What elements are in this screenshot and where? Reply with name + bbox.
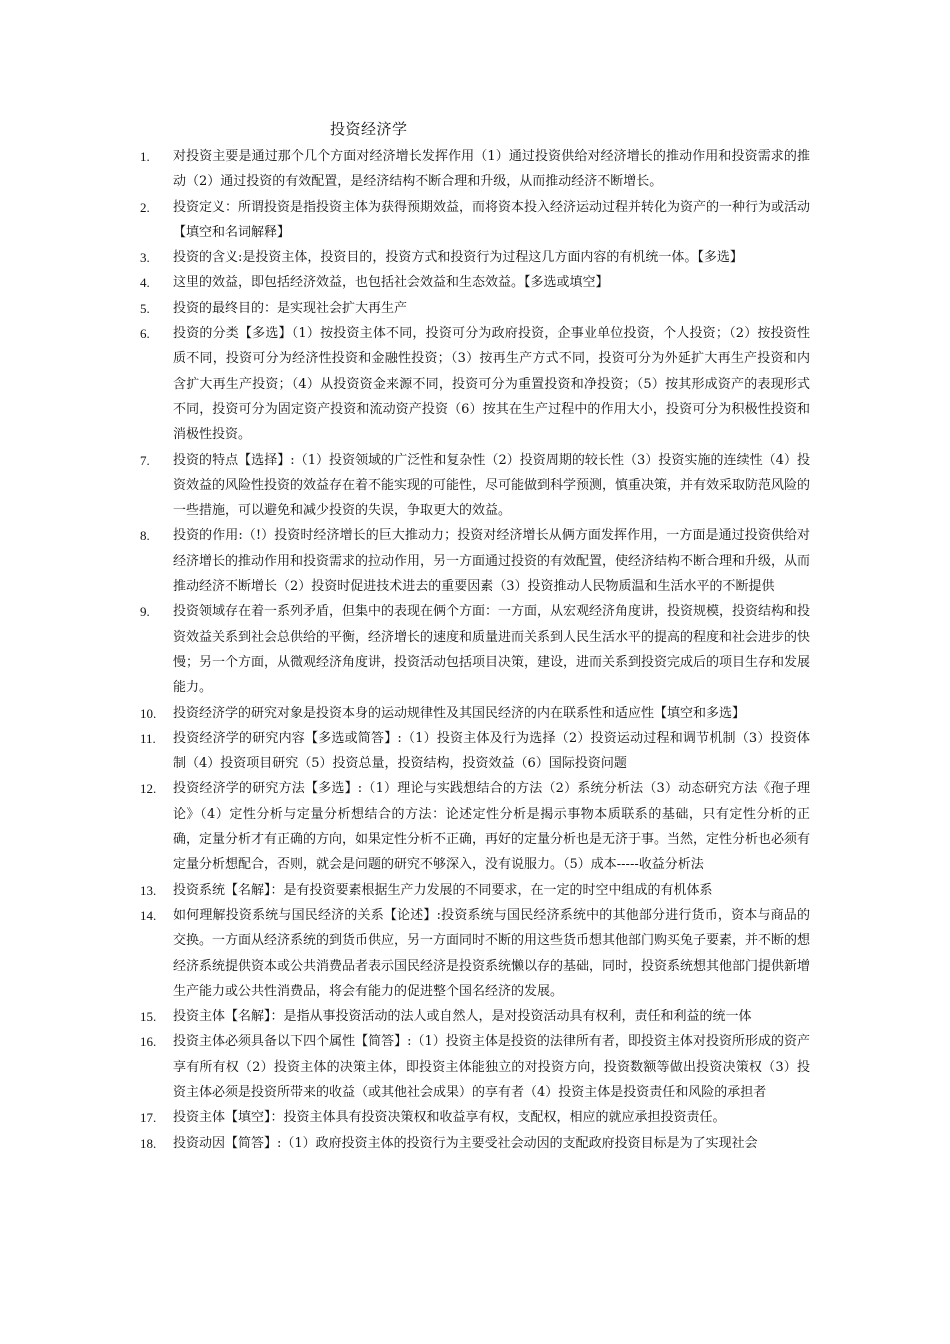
list-item-number: 17. (140, 1110, 157, 1126)
list-item (140, 776, 810, 877)
list-item-text: 这里的效益，即包括经济效益，也包括社会效益和生态效益。【多选或填空】 (173, 275, 609, 291)
list-item (140, 523, 810, 599)
list-item-number: 12. (140, 781, 157, 797)
list-item (140, 195, 810, 246)
list-item (140, 296, 810, 321)
list-item-text: 投资主体必须具备以下四个属性【简答】:（1）投资主体是投资的法律所有者，即投资主体对投资所形成的资产享有所有权（2）投资主体的决策主体，即投资主体能独立的对投资方向，投资数额等做出投资决策权（3）投资主体必须是投资所带来的收益（或其他社会成果）的享有者（4）投资主体是投资责任和风险的承担者 (173, 1034, 810, 1100)
list-item-text: 投资定义：所谓投资是指投资主体为获得预期效益，而将资本投入经济运动过程并转化为资产的一种行为或活动【填空和名词解释】 (173, 199, 811, 240)
list-item-number: 11. (140, 730, 156, 746)
list-item-text: 投资主体【名解】：是指从事投资活动的法人或自然人，是对投资活动具有权利，责任和利益的统一体 (173, 1009, 752, 1025)
list-item-number: 2. (140, 199, 150, 215)
list-item-text: 投资主体【填空】：投资主体具有投资决策权和收益享有权，支配权，相应的就应承担投资责任。 (173, 1110, 726, 1126)
list-item-text: 投资系统【名解】：是有投资要素根据生产力发展的不同要求，在一定的时空中组成的有机体系 (173, 882, 713, 898)
list-item-number: 8. (140, 528, 150, 544)
list-item-number: 7. (140, 452, 150, 468)
list-item-text: 投资的含义:是投资主体，投资目的，投资方式和投资行为过程这几方面内容的有机统一体。【多选】 (173, 250, 743, 266)
list-item (140, 599, 810, 700)
list-item-text: 投资经济学的研究方法【多选】:（1）理论与实践想结合的方法（2）系统分析法（3）动态研究方法《孢子理论》（4）定性分析与定量分析想结合的方法：论述定性分析是揭示事物本质联系的基础，只有定性分析的正确，定量分析才有正确的方向，如果定性分析不正确，再好的定量分析也是无济于事。当然，定性分析也必须有定量分析想配合，否则，就会是问题的研究不够深入，没有说服力。（5）成本-----收益分析法 (173, 781, 811, 873)
list-item-text: 投资动因【简答】:（1）政府投资主体的投资行为主要受社会动因的支配政府投资目标是为了实现社会 (173, 1135, 758, 1151)
list-item-number: 16. (140, 1034, 157, 1050)
list-item-text: 如何理解投资系统与国民经济的关系【论述】:投资系统与国民经济系统中的其他部分进行货币，资本与商品的交换。一方面从经济系统的到货币供应，另一方面同时不断的用这些货币想其他部门购买兔子要素，并不断的想经济系统提供资本或公共消费品者表示国民经济是投资系统懒以存的基础，同时，投资系统想其他部门提供新增生产能力或公共性消费品，将会有能力的促进整个国名经济的发展。 (173, 907, 811, 999)
list-item-number: 15. (140, 1009, 157, 1025)
list-item-number: 3. (140, 250, 150, 266)
list-item (140, 270, 810, 295)
list-item (140, 245, 810, 270)
list-item-text: 投资经济学的研究对象是投资本身的运动规律性及其国民经济的内在联系性和适应性【填空和多选】 (173, 705, 746, 721)
list-item-text: 投资领域存在着一系列矛盾，但集中的表现在俩个方面：一方面，从宏观经济角度讲，投资规模，投资结构和投资效益关系到社会总供给的平衡，经济增长的速度和质量进而关系到人民生活水平的提高的程度和社会进步的快慢；另一个方面，从微观经济角度讲，投资活动包括项目决策，建设，进而关系到投资完成后的项目生存和发展能力。 (173, 604, 811, 696)
list-item (140, 321, 810, 447)
list-item (140, 144, 810, 195)
list-item (140, 1004, 810, 1029)
list-item-number: 1. (140, 149, 150, 164)
page-title: 投资经济学 (330, 120, 408, 138)
numbered-list (140, 144, 810, 1156)
list-item-number: 13. (140, 882, 157, 898)
list-item-number: 18. (140, 1135, 157, 1151)
list-item (140, 1029, 810, 1105)
list-item-number: 4. (140, 275, 150, 291)
list-item (140, 1105, 810, 1130)
list-item-text: 投资的分类【多选】（1）按投资主体不同，投资可分为政府投资，企事业单位投资，个人投资；（2）按投资性质不同，投资可分为经济性投资和金融性投资；（3）按再生产方式不同，投资可分为外延扩大再生产投资和内含扩大再生产投资；（4）从投资资金来源不同，投资可分为重置投资和净投资；（5）按其形成资产的表现形式不同，投资可分为固定资产投资和流动资产投资（6）按其在生产过程中的作用大小，投资可分为积极性投资和消极性投资。 (173, 326, 810, 443)
list-item (140, 701, 810, 726)
list-item (140, 878, 810, 903)
list-item-text: 投资的特点【选择】:（1）投资领域的广泛性和复杂性（2）投资周期的较长性（3）投资实施的连续性（4）投资效益的风险性投资的效益存在着不能实现的可能性，尽可能做到科学预测，慎重决策，并有效采取防范风险的一些措施，可以避免和减少投资的失误，争取更大的效益。 (173, 452, 811, 519)
list-item-text: 投资经济学的研究内容【多选或简答】:（1）投资主体及行为选择（2）投资运动过程和调节机制（3）投资体制（4）投资项目研究（5）投资总量，投资结构，投资效益（6）国际投资问题 (173, 730, 810, 772)
list-item (140, 1131, 810, 1156)
list-item-text: 投资的作用:（!）投资时经济增长的巨大推动力；投资对经济增长从俩方面发挥作用，一方面是通过投资供给对经济增长的推动作用和投资需求的拉动作用，另一方面通过投资的有效配置，使经济结构不断合理和升级，从而推动经济不断增长（2）投资时促进技术进去的重要因素（3）投资推动人民物质温和生活水平的不断提供 (173, 528, 811, 595)
list-item-number: 9. (140, 604, 150, 620)
list-item (140, 448, 810, 524)
list-item-text: 对投资主要是通过那个几个方面对经济增长发挥作用（1）通过投资供给对经济增长的推动作用和投资需求的推动（2）通过投资的有效配置，是经济结构不断合理和升级，从而推动经济不断增长。 (173, 149, 810, 190)
list-item-number: 6. (140, 326, 150, 342)
list-item-text: 投资的最终目的：是实现社会扩大再生产 (173, 300, 408, 316)
list-item-number: 10. (140, 705, 157, 721)
list-item (140, 903, 810, 1004)
list-item-number: 14. (140, 907, 157, 923)
list-item-number: 5. (140, 300, 150, 316)
list-item (140, 726, 810, 777)
